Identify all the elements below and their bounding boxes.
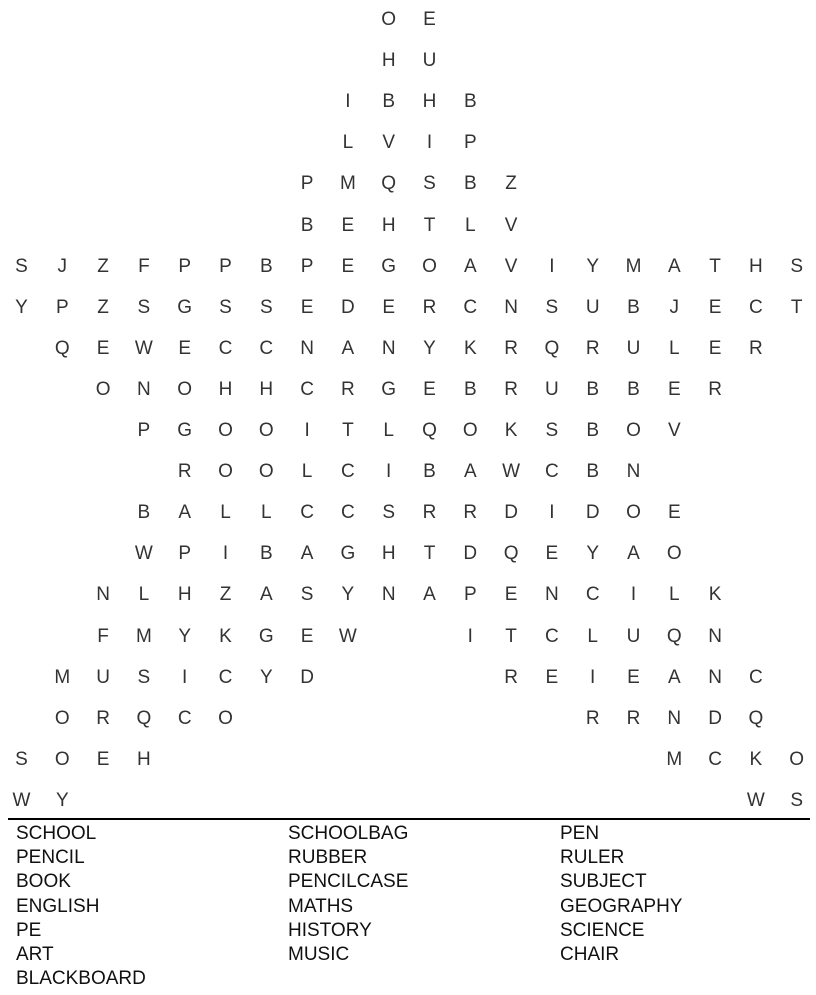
grid-letter: T [342, 420, 354, 441]
grid-letter: E [708, 337, 722, 359]
grid-letter: C [341, 461, 355, 483]
grid-letter: L [669, 584, 680, 606]
grid-letter: N [626, 461, 641, 483]
grid-letter: K [708, 584, 722, 606]
grid-letter: P [178, 255, 192, 277]
word-item: BLACKBOARD [16, 968, 146, 990]
word-item: MUSIC [288, 944, 350, 966]
grid-letter: R [341, 378, 355, 400]
grid-letter: P [463, 132, 477, 154]
grid-letter: W [746, 789, 765, 811]
grid-letter: B [586, 420, 600, 441]
grid-letter: E [504, 584, 518, 606]
grid-letter: O [54, 748, 70, 770]
grid-letter: H [177, 584, 192, 606]
word-item: CHAIR [560, 944, 620, 966]
grid-letter: M [54, 666, 71, 688]
grid-letter: G [381, 378, 397, 400]
word-item: SUBJECT [560, 871, 647, 893]
grid-letter: M [666, 748, 683, 770]
grid-letter: B [259, 543, 273, 565]
word-item: HISTORY [288, 919, 372, 941]
grid-letter: L [383, 420, 394, 441]
grid-letter: P [137, 420, 151, 441]
grid-letter: H [381, 50, 396, 72]
grid-letter: Q [422, 420, 437, 441]
grid-letter: O [626, 420, 641, 441]
grid-letter: T [790, 296, 803, 318]
grid-letter: A [667, 666, 681, 688]
grid-letter: P [463, 584, 477, 606]
word-item: ENGLISH [16, 895, 100, 917]
grid-letter: S [790, 789, 804, 811]
grid-letter: E [708, 296, 722, 318]
grid-letter: V [667, 420, 681, 441]
grid-letter: W [338, 625, 357, 647]
grid-letter: E [300, 625, 314, 647]
grid-letter: C [749, 296, 763, 318]
grid-letter: A [300, 543, 314, 565]
grid-letter: E [423, 378, 436, 400]
word-item: SCHOOLBAG [288, 823, 409, 844]
grid-letter: O [381, 9, 397, 30]
word-item: PE [16, 919, 42, 941]
grid-letter: I [304, 420, 310, 441]
grid-letter: O [218, 461, 233, 483]
word-item: SCIENCE [560, 919, 645, 941]
grid-letter: R [749, 337, 763, 359]
grid-letter: U [545, 378, 559, 400]
word-item: PEN [560, 823, 600, 844]
grid-letter: Y [341, 584, 355, 606]
grid-letter: C [300, 502, 314, 524]
grid-letter: O [218, 420, 233, 441]
grid-letter: I [182, 666, 188, 688]
grid-letter: A [341, 337, 355, 359]
grid-letter: A [667, 255, 681, 277]
grid-letter: M [625, 255, 642, 277]
grid-letter: R [504, 378, 518, 400]
grid-letter: K [463, 337, 477, 359]
grid-letter: I [549, 255, 555, 277]
grid-letter: W [502, 461, 521, 483]
word-item: RUBBER [288, 847, 368, 869]
word-item: SCHOOL [16, 823, 97, 844]
grid-letter: E [545, 543, 559, 565]
grid-letter: U [422, 50, 437, 72]
grid-letter: O [177, 378, 193, 400]
grid-letter: A [259, 584, 273, 606]
grid-letter: S [790, 255, 804, 277]
grid-letter: B [463, 378, 477, 400]
grid-letter: C [341, 502, 355, 524]
grid-letter: G [381, 255, 397, 277]
grid-letter: H [381, 214, 396, 236]
grid-letter: D [341, 296, 355, 318]
grid-letter: E [96, 748, 110, 770]
grid-letter: O [789, 748, 805, 770]
grid-letter: G [340, 543, 356, 565]
grid-letter: Y [259, 666, 273, 688]
grid-letter: S [300, 584, 314, 606]
grid-letter: S [259, 296, 273, 318]
grid-letter: O [218, 707, 233, 729]
grid-letter: T [709, 255, 721, 277]
grid-letter: N [381, 584, 396, 606]
grid-letter: F [138, 255, 150, 277]
grid-letter: Z [219, 584, 232, 606]
grid-letter: G [258, 625, 274, 647]
grid-letter: L [342, 132, 354, 154]
grid-letter: Y [586, 255, 600, 277]
word-item: GEOGRAPHY [560, 895, 683, 917]
grid-letter: I [386, 461, 392, 483]
grid-letter: O [666, 543, 682, 565]
word-item: RULER [560, 847, 625, 869]
grid-letter: Z [97, 296, 109, 318]
grid-letter: P [55, 296, 69, 318]
grid-letter: O [258, 420, 274, 441]
grid-letter: C [177, 707, 192, 729]
grid-letter: D [504, 502, 518, 524]
grid-letter: C [749, 666, 763, 688]
grid-letter: V [382, 132, 396, 154]
grid-letter: G [177, 420, 193, 441]
word-item: PENCIL [16, 847, 85, 869]
grid-letter: P [300, 173, 314, 195]
grid-letter: R [626, 707, 641, 729]
grid-letter: D [585, 502, 600, 524]
grid-letter: N [708, 625, 722, 647]
grid-letter: N [545, 584, 559, 606]
grid-letter: I [426, 132, 433, 154]
grid-letter: O [54, 707, 70, 729]
grid-letter: E [341, 255, 355, 277]
grid-letter: P [219, 255, 232, 277]
grid-letter: N [137, 378, 151, 400]
grid-letter: M [339, 173, 356, 195]
grid-letter: B [463, 173, 477, 195]
grid-letter: D [708, 707, 722, 729]
grid-letter: B [300, 214, 314, 236]
grid-letter: Y [586, 543, 600, 565]
grid-letter: N [708, 666, 722, 688]
grid-letter: R [96, 707, 110, 729]
grid-letter: D [463, 543, 478, 565]
grid-letter: Z [505, 173, 517, 195]
grid-letter: Z [97, 255, 109, 277]
grid-letter: H [218, 378, 233, 400]
word-item: ART [16, 944, 54, 966]
grid-letter: I [345, 91, 351, 113]
grid-letter: S [15, 255, 28, 277]
grid-letter: S [137, 296, 151, 318]
grid-letter: Y [55, 789, 69, 811]
grid-letter: E [667, 502, 681, 524]
grid-letter: S [545, 296, 559, 318]
grid-letter: E [96, 337, 110, 359]
grid-letter: C [259, 337, 274, 359]
grid-letter: R [585, 337, 600, 359]
grid-letter: L [220, 502, 231, 524]
grid-letter: C [585, 584, 600, 606]
grid-letter: G [177, 296, 193, 318]
grid-letter: H [422, 91, 437, 113]
grid-letter: B [586, 461, 600, 483]
grid-letter: F [97, 625, 109, 647]
grid-letter: I [630, 584, 637, 606]
grid-letter: N [96, 584, 110, 606]
grid-letter: H [749, 255, 763, 277]
grid-letter: O [422, 255, 437, 277]
grid-letter: Y [15, 296, 28, 318]
grid-letter: K [749, 748, 763, 770]
grid-letter: W [12, 789, 31, 811]
grid-letter: B [382, 91, 396, 113]
grid-letter: L [138, 584, 150, 606]
grid-letter: O [626, 502, 641, 524]
grid-letter: I [590, 666, 596, 688]
word-item: MATHS [288, 895, 354, 917]
grid-letter: C [218, 337, 233, 359]
grid-letter: W [134, 543, 153, 565]
word-list-column-2 [288, 822, 408, 967]
grid-letter: Y [178, 625, 192, 647]
grid-letter: N [381, 337, 396, 359]
grid-letter: B [627, 296, 640, 318]
grid-letter: Q [54, 337, 70, 359]
grid-letter: R [177, 461, 192, 483]
grid-letter: L [587, 625, 598, 647]
grid-letter: C [708, 748, 722, 770]
grid-letter: L [301, 461, 313, 483]
grid-letter: Q [503, 543, 519, 565]
grid-letter: B [463, 91, 477, 113]
grid-letter: K [504, 420, 518, 441]
grid-letter: I [467, 625, 473, 647]
grid-letter: E [545, 666, 559, 688]
grid-letter: R [504, 337, 518, 359]
grid-letter: Q [381, 173, 397, 195]
grid-letter: C [463, 296, 478, 318]
grid-letter: R [585, 707, 600, 729]
grid-letter: C [545, 461, 559, 483]
grid-letter: R [463, 502, 478, 524]
grid-letter: L [669, 337, 680, 359]
grid-letter: N [504, 296, 518, 318]
grid-letter: U [96, 666, 110, 688]
grid-letter: A [463, 461, 477, 483]
grid-letter: B [423, 461, 436, 483]
grid-letter: E [341, 214, 355, 236]
grid-letter: M [135, 625, 152, 647]
grid-letter: P [300, 255, 314, 277]
grid-letter: C [218, 666, 233, 688]
grid-letter: B [586, 378, 600, 400]
grid-letter: U [585, 296, 600, 318]
grid-letter: N [667, 707, 682, 729]
grid-letter: A [627, 543, 640, 565]
grid-letter: S [545, 420, 559, 441]
divider-line [8, 818, 810, 820]
grid-letter: Y [423, 337, 436, 359]
grid-letter: I [549, 502, 555, 524]
grid-letter: B [137, 502, 151, 524]
word-list-column-1 [16, 822, 146, 991]
grid-letter: S [382, 502, 396, 524]
grid-letter: Q [136, 707, 152, 729]
grid-letter: O [258, 461, 274, 483]
grid-letter: B [259, 255, 273, 277]
grid-letter: H [259, 378, 274, 400]
grid-letter: Q [748, 707, 764, 729]
grid-letter: N [300, 337, 314, 359]
grid-letter: D [300, 666, 314, 688]
grid-letter: E [667, 378, 681, 400]
grid-letter: V [504, 214, 518, 236]
grid-letter: K [219, 625, 232, 647]
grid-letter: P [178, 543, 192, 565]
grid-letter: A [178, 502, 192, 524]
grid-letter: Q [544, 337, 560, 359]
grid-letter: S [15, 748, 28, 770]
grid-letter: T [423, 543, 436, 565]
grid-letter: V [504, 255, 518, 277]
grid-letter: B [627, 378, 640, 400]
grid-letter: R [708, 378, 722, 400]
word-item: BOOK [16, 871, 71, 893]
grid-letter: H [137, 748, 151, 770]
grid-letter: J [669, 296, 680, 318]
grid-letter: C [300, 378, 314, 400]
grid-letter: C [545, 625, 559, 647]
grid-letter: L [261, 502, 272, 524]
grid-letter: W [134, 337, 153, 359]
grid-letter: A [463, 255, 477, 277]
grid-letter: R [422, 502, 437, 524]
grid-letter: Q [666, 625, 682, 647]
grid-letter: S [219, 296, 232, 318]
grid-letter: S [137, 666, 151, 688]
grid-letter: I [222, 543, 229, 565]
grid-letter: E [627, 666, 640, 688]
word-list-column-3 [560, 822, 682, 967]
grid-letter: T [423, 214, 436, 236]
grid-letter: E [382, 296, 396, 318]
grid-letter: E [178, 337, 192, 359]
grid-letter: O [95, 378, 111, 400]
word-item: PENCILCASE [288, 871, 409, 893]
grid-letter: E [300, 296, 314, 318]
grid-letter: R [504, 666, 518, 688]
grid-letter: E [423, 9, 436, 30]
grid-letter: H [381, 543, 396, 565]
grid-letter: R [422, 296, 437, 318]
grid-letter: J [57, 255, 68, 277]
grid-letter: T [505, 625, 517, 647]
grid-letter: U [626, 625, 641, 647]
grid-letter: O [462, 420, 478, 441]
grid-letter: U [626, 337, 641, 359]
grid-letter: S [423, 173, 436, 195]
grid-letter: L [465, 214, 476, 236]
grid-letter: A [423, 584, 436, 606]
